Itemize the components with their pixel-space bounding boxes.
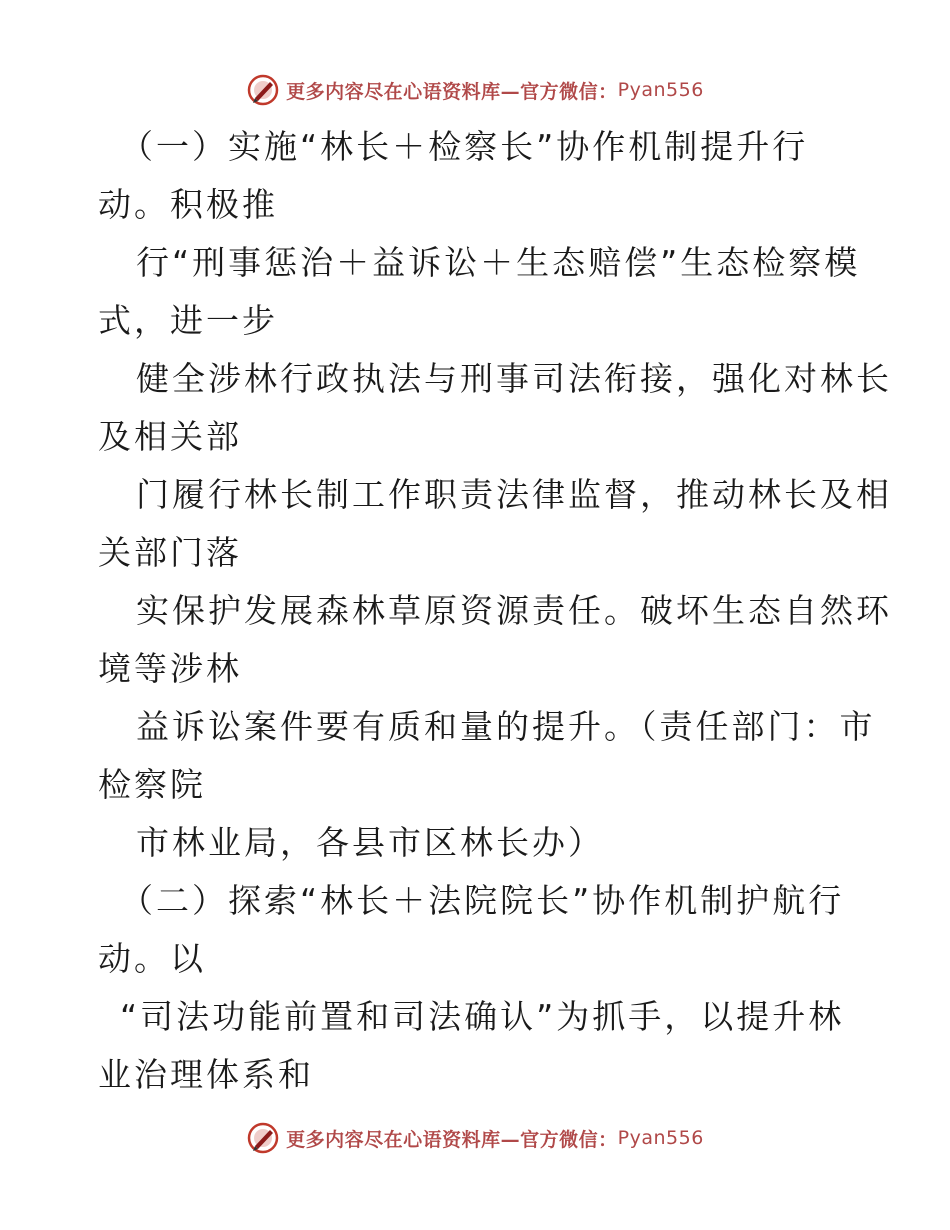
text-line: 健全涉林行政执法与刑事司法衔接，强化对林长 (136, 359, 892, 398)
watermark-text: 更多内容尽在心语资料库—官方微信： (286, 1128, 618, 1151)
text-line: 市林业局，各县市区林长办） (136, 823, 604, 862)
text-line: 动。以 (98, 939, 206, 978)
text-line: 及相关部 (98, 417, 242, 456)
text-line: （二）探索“林长＋法院院长”协作机制护航行 (120, 881, 845, 920)
watermark-account: Pyan556 (617, 79, 704, 101)
pen-logo-icon (246, 1121, 280, 1155)
text-line: 境等涉林 (98, 649, 242, 688)
text-line: 业治理体系和 (98, 1055, 314, 1094)
text-line: 门履行林长制工作职责法律监督，推动林长及相 (136, 475, 892, 514)
text-line: （一）实施“林长＋检察长”协作机制提升行 (120, 127, 809, 166)
text-line: 关部门落 (98, 533, 242, 572)
watermark-text: 更多内容尽在心语资料库—官方微信： (286, 80, 618, 103)
text-line: 动。积极推 (98, 185, 278, 224)
pen-logo-icon (246, 73, 280, 107)
text-line: 式，进一步 (98, 301, 278, 340)
text-line: 行“刑事惩治＋益诉讼＋生态赔偿”生态检察模 (136, 243, 861, 282)
text-line: “司法功能前置和司法确认”为抓手，以提升林 (120, 997, 845, 1036)
header-watermark (0, 70, 950, 110)
document-body (98, 118, 892, 1104)
text-line: 实保护发展森林草原资源责任。破坏生态自然环 (136, 591, 892, 630)
text-line: 检察院 (98, 765, 206, 804)
text-line: 益诉讼案件要有质和量的提升。（责任部门：市 (136, 707, 876, 746)
watermark-account: Pyan556 (617, 1127, 704, 1149)
footer-watermark (0, 1118, 950, 1158)
